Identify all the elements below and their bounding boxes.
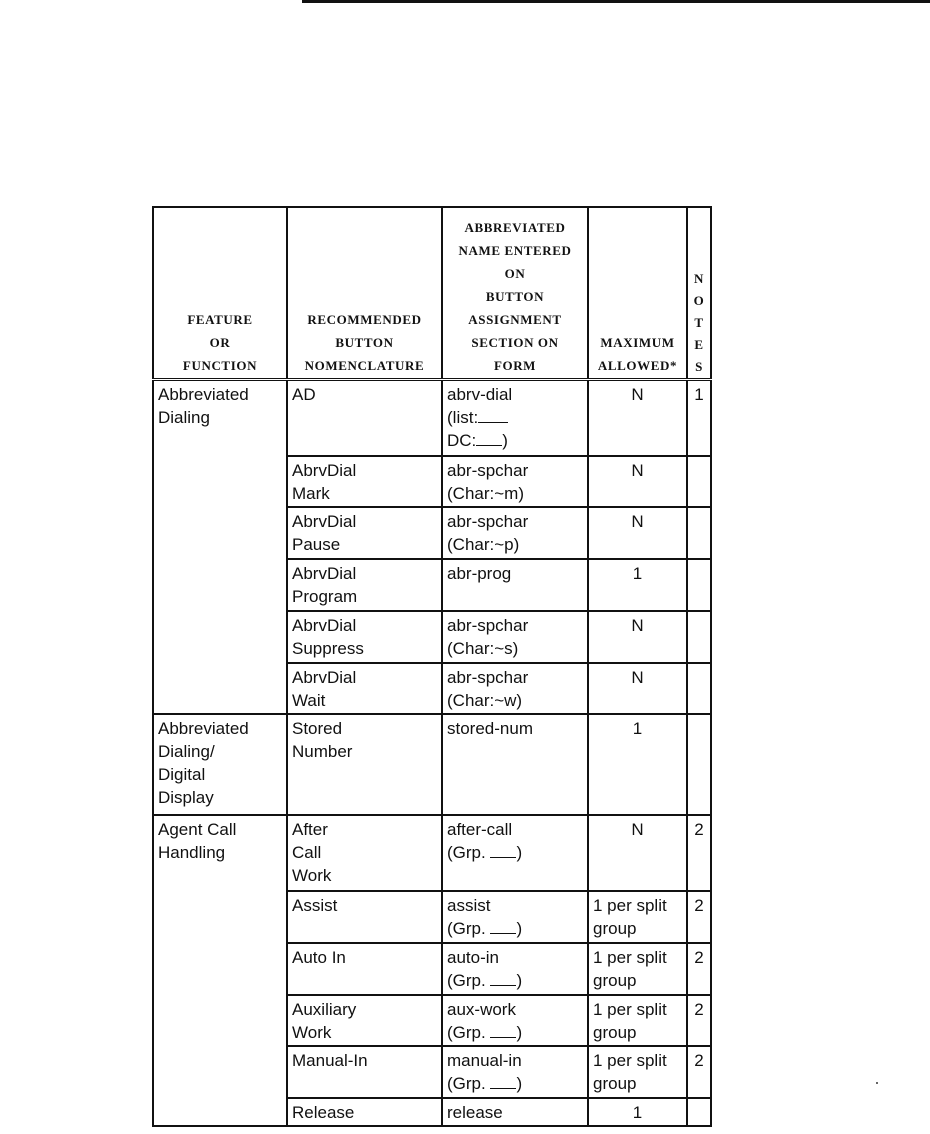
table-row (153, 815, 711, 891)
note-cell (687, 714, 711, 815)
abbrev-line: (Grp. ) (447, 1023, 523, 1042)
table-row (153, 714, 711, 815)
maximum-cell (588, 995, 687, 1046)
header-line: ALLOWED* (597, 357, 678, 373)
maximum-line: 1 (632, 1103, 643, 1122)
abbrev-line: abr-spchar (447, 461, 529, 480)
nomenclature-cell (287, 559, 442, 611)
abbrev-line: (Grp. ) (447, 843, 523, 862)
header-line: OR (209, 334, 231, 350)
abbrev-line: (Grp. ) (447, 919, 523, 938)
note-cell (687, 559, 711, 611)
maximum-cell (588, 379, 687, 456)
fill-in-blank (476, 431, 502, 446)
abbrev-cell (442, 456, 588, 507)
abbrev-cell (442, 1046, 588, 1098)
header-letter: S (695, 358, 703, 374)
header-abbreviated-name (442, 207, 588, 379)
note-cell (687, 456, 711, 507)
nomenclature-cell (287, 379, 442, 456)
fill-in-blank (478, 408, 508, 423)
feature-line: Display (158, 788, 214, 807)
abbrev-line: release (447, 1103, 503, 1122)
note-cell: 1 (687, 379, 711, 456)
abbrev-line: after-call (447, 820, 513, 839)
abbrev-line: (Grp. ) (447, 971, 523, 990)
nomenclature-cell (287, 891, 442, 943)
abbrev-line: abr-spchar (447, 512, 529, 531)
header-line: FORM (493, 357, 537, 373)
fill-in-blank (490, 971, 516, 986)
maximum-line: N (631, 384, 644, 404)
nomenclature-line: Call (292, 843, 322, 862)
nomenclature-cell (287, 1046, 442, 1098)
nomenclature-cell (287, 815, 442, 891)
abbrev-text: DC: (447, 430, 477, 450)
nomenclature-line: AbrvDial (292, 668, 357, 687)
abbrev-text: (Grp. (447, 1023, 486, 1042)
header-line: BUTTON (485, 288, 545, 304)
abbrev-line: (Char:~p) (447, 535, 520, 554)
header-line: BUTTON (335, 334, 394, 350)
maximum-cell (588, 611, 687, 663)
table-row (153, 379, 711, 456)
abbrev-line: DC: ) (447, 430, 508, 450)
nomenclature-line: AbrvDial (292, 461, 357, 480)
nomenclature-line: Stored (292, 719, 343, 738)
nomenclature-line: Assist (292, 896, 338, 915)
scan-speck (876, 1082, 878, 1084)
maximum-line: 1 per split (593, 1051, 667, 1070)
header-line: SECTION ON (471, 334, 559, 350)
nomenclature-cell (287, 995, 442, 1046)
maximum-line: 1 per split (593, 948, 667, 967)
note-cell (687, 611, 711, 663)
nomenclature-line: Auto In (292, 948, 346, 967)
abbrev-line: abr-spchar (447, 616, 529, 635)
header-letter: O (693, 292, 705, 308)
feature-line: Abbreviated (158, 719, 249, 738)
nomenclature-cell (287, 611, 442, 663)
maximum-line: 1 (632, 564, 643, 583)
feature-line: Dialing/ (158, 742, 215, 761)
maximum-cell (588, 815, 687, 891)
maximum-line: N (631, 616, 644, 635)
top-rule (302, 0, 930, 3)
header-line: ABBREVIATED (464, 219, 566, 235)
abbrev-line: abrv-dial (447, 384, 513, 404)
header-line: RECOMMENDED (307, 311, 422, 327)
nomenclature-line: Work (292, 1023, 332, 1042)
nomenclature-line: Pause (292, 535, 341, 554)
abbrev-line: stored-num (447, 719, 533, 738)
nomenclature-line: Program (292, 587, 358, 606)
nomenclature-cell (287, 714, 442, 815)
abbrev-line: (Grp. ) (447, 1074, 523, 1093)
note-cell: 2 (687, 995, 711, 1046)
feature-line: Dialing (158, 407, 210, 427)
nomenclature-line: AbrvDial (292, 512, 357, 531)
abbrev-line: auto-in (447, 948, 499, 967)
fill-in-blank (490, 843, 516, 858)
header-line: FEATURE (187, 311, 253, 327)
nomenclature-line: Suppress (292, 639, 364, 658)
maximum-cell (588, 663, 687, 714)
abbrev-line: (Char:~s) (447, 639, 519, 658)
abbrev-cell (442, 663, 588, 714)
nomenclature-cell (287, 507, 442, 559)
nomenclature-line: Work (292, 866, 332, 885)
header-line: NAME ENTERED (458, 242, 572, 258)
maximum-cell (588, 714, 687, 815)
maximum-cell (588, 891, 687, 943)
maximum-cell (588, 507, 687, 559)
header-maximum-allowed (588, 207, 687, 379)
feature-line: Handling (158, 843, 226, 862)
abbrev-line: manual-in (447, 1051, 522, 1070)
note-cell: 2 (687, 815, 711, 891)
feature-cell (153, 714, 287, 815)
nomenclature-line: Manual-In (292, 1051, 368, 1070)
abbrev-cell (442, 943, 588, 995)
header-notes (687, 207, 711, 379)
maximum-line: N (631, 512, 644, 531)
maximum-line: group (593, 1023, 637, 1042)
note-cell (687, 1098, 711, 1126)
button-assignment-table (152, 206, 712, 1127)
nomenclature-line: Number (292, 742, 353, 761)
abbrev-line: abr-prog (447, 564, 512, 583)
abbrev-text: (Grp. (447, 843, 486, 862)
maximum-line: group (593, 971, 637, 990)
abbrev-text: (Grp. (447, 919, 486, 938)
abbrev-line: aux-work (447, 1000, 516, 1019)
abbrev-text: (Grp. (447, 1074, 486, 1093)
note-cell (687, 663, 711, 714)
maximum-cell (588, 559, 687, 611)
nomenclature-line: Release (292, 1103, 355, 1122)
header-row (153, 207, 711, 379)
abbrev-cell (442, 1098, 588, 1126)
maximum-line: 1 (632, 719, 643, 738)
maximum-line: 1 per split (593, 896, 667, 915)
maximum-cell (588, 943, 687, 995)
nomenclature-line: AD (292, 384, 316, 404)
maximum-line: group (593, 919, 637, 938)
header-line: NOMENCLATURE (304, 357, 425, 373)
feature-cell (153, 379, 287, 714)
nomenclature-cell (287, 456, 442, 507)
header-letter: T (694, 314, 704, 330)
feature-line: Agent Call (158, 820, 237, 839)
header-line: ASSIGNMENT (468, 311, 562, 327)
abbrev-cell (442, 891, 588, 943)
abbrev-cell (442, 379, 588, 456)
nomenclature-cell (287, 663, 442, 714)
fill-in-blank (490, 919, 516, 934)
feature-line: Abbreviated (158, 384, 249, 404)
header-letter: E (694, 336, 704, 352)
fill-in-blank (490, 1023, 516, 1038)
maximum-line: N (631, 668, 644, 687)
header-line: ON (504, 265, 526, 281)
nomenclature-line: AbrvDial (292, 616, 357, 635)
feature-cell (153, 815, 287, 1126)
header-feature-or-function (153, 207, 287, 379)
abbrev-cell (442, 611, 588, 663)
note-cell: 2 (687, 891, 711, 943)
abbrev-cell (442, 815, 588, 891)
note-cell (687, 507, 711, 559)
abbrev-cell (442, 995, 588, 1046)
maximum-line: N (631, 461, 644, 480)
note-cell: 2 (687, 1046, 711, 1098)
abbrev-text: (list: (447, 407, 479, 427)
abbrev-line: assist (447, 896, 491, 915)
maximum-line: N (631, 820, 644, 839)
header-line: MAXIMUM (600, 334, 675, 350)
maximum-cell (588, 1046, 687, 1098)
nomenclature-line: Mark (292, 484, 330, 503)
maximum-line: group (593, 1074, 637, 1093)
abbrev-line: abr-spchar (447, 668, 529, 687)
abbrev-cell (442, 507, 588, 559)
maximum-cell (588, 1098, 687, 1126)
maximum-cell (588, 456, 687, 507)
nomenclature-cell (287, 943, 442, 995)
abbrev-line: (Char:~m) (447, 484, 524, 503)
abbrev-line (447, 406, 583, 429)
header-line: FUNCTION (182, 357, 258, 373)
fill-in-blank (490, 1074, 516, 1089)
abbrev-line: (Char:~w) (447, 691, 523, 710)
nomenclature-cell (287, 1098, 442, 1126)
feature-line: Digital (158, 765, 206, 784)
abbrev-text: (Grp. (447, 971, 486, 990)
maximum-line: 1 per split (593, 1000, 667, 1019)
nomenclature-line: Auxiliary (292, 1000, 357, 1019)
nomenclature-line: Wait (292, 691, 326, 710)
header-letter: N (694, 270, 704, 286)
abbrev-cell (442, 559, 588, 611)
nomenclature-line: After (292, 820, 328, 839)
nomenclature-line: AbrvDial (292, 564, 357, 583)
note-cell: 2 (687, 943, 711, 995)
abbrev-cell (442, 714, 588, 815)
header-recommended-nomenclature (287, 207, 442, 379)
